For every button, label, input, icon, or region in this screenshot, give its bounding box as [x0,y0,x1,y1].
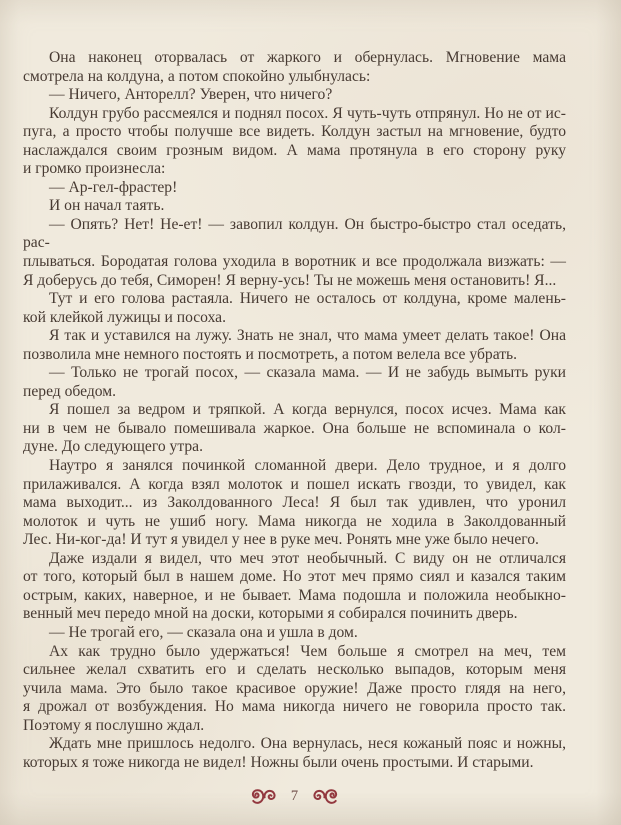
text-line: пуга, а просто чтобы получше все видеть. Колдун застыл на мгновение, будто [23,123,566,141]
text-line: Ждать мне пришлось недолго. Она вернулась, неся кожаный пояс и ножны, [49,735,566,753]
text-line: которых я тоже никогда не видел! Ножны были очень простыми. И старыми. [23,753,534,771]
text-line: позволила мне немного постоять и посмотреть, а потом велела все убрать. [23,345,518,363]
paragraph [23,179,566,198]
text-line: и громко произнесла: [23,160,166,178]
text-line: И он начал таять. [49,197,165,215]
paragraph [23,624,566,643]
text-line: Я пошел за ведром и тряпкой. А когда вернулся, посох исчез. Мама как [49,401,566,419]
text-line: наслаждался своим грозным видом. А мама протянула в его сторону руку [23,141,566,159]
text-line: прилаживался. А когда взял молоток и пошел искать гвозди, то увидел, как [23,475,566,493]
text-line: сильнее желал схватить его и сделать несколько выпадов, которым меня [23,661,566,679]
page-footer [23,788,566,804]
text-line: венный меч передо мной на доски, которыми я собирался починить дверь. [23,605,518,623]
text-line: ни в чем не бывало помешивала жаркое. Она больше не вспоминала о кол- [23,419,566,437]
page-number: 7 [290,788,299,805]
paragraph [23,643,566,736]
text-line: Колдун грубо рассмеялся и поднял посох. Я чуть-чуть отпрянул. Но не от ис- [49,104,566,122]
text-line: Ах как трудно было удержаться! Чем больше я смотрел на меч, тем [49,642,566,660]
text-line: Поэтому я послушно ждал. [23,716,205,734]
paragraph [23,457,566,550]
paragraph [23,550,566,624]
paragraph [23,216,566,290]
floral-curl-left-icon [250,789,276,804]
text-line: дуне. До следующего утра. [23,438,203,456]
paragraph [23,105,566,179]
text-line: Я доберусь до тебя, Симорен! Я верну-усь! Ты не можешь меня остановить! Я... [23,271,557,289]
text-line: Даже издали я видел, что меч этот необычный. С виду он не отличался [49,549,566,567]
paragraph [23,327,566,364]
paragraph [23,364,566,401]
text-line: смотрела на колдуна, а потом спокойно улыбнулась: [23,67,371,85]
paragraph [23,49,566,86]
page-text [23,49,566,772]
paragraph [23,290,566,327]
text-line: — Только не трогай посох, — сказала мама. — И не забудь вымыть руки [49,364,566,382]
text-line: острым, каких, наверное, и не бывает. Мама подошла и положила необыкно- [23,586,566,604]
text-line: — Опять? Нет! Не-ет! — завопил колдун. Он быстро-быстро стал оседать, рас- [23,215,566,252]
text-line: — Не трогай его, — сказала она и ушла в дом. [49,623,358,641]
text-line: Она наконец оторвалась от жаркого и обернулась. Мгновение мама [49,49,566,66]
text-line: Лес. Ни-ког-да! И тут я увидел у нее в руке меч. Ронять мне уже было нечего. [23,531,539,549]
text-line: кой клейкой лужицы и посоха. [23,308,226,326]
text-line: Наутро я занялся починкой сломанной двери. Дело трудное, и я долго [49,457,566,475]
text-line: я дрожал от возбуждения. Но мама никогда ничего не говорила просто так. [23,698,566,716]
text-line: учила мама. Это было такое красивое оружие! Даже просто глядя на него, [23,679,566,697]
paragraph [23,197,566,216]
text-line: плываться. Бородатая голова уходила в воротник и все продолжала визжать: — [23,253,566,271]
paragraph [23,86,566,105]
text-line: Тут и его голова растаяла. Ничего не осталось от колдуна, кроме малень- [49,290,566,308]
text-line: перед обедом. [23,382,117,400]
text-line: молоток и чуть не ушиб ногу. Мама никогда не ходила в Заколдованный [23,512,566,530]
text-line: мама выходит... из Заколдованного Леса! Я был так удивлен, что уронил [23,494,566,512]
paragraph [23,401,566,457]
text-line: Я так и уставился на лужу. Знать не знал, что мама умеет делать такое! Она [49,327,566,345]
floral-curl-right-icon [313,789,339,804]
text-line: — Ничего, Анторелл? Уверен, что ничего? [49,86,333,104]
text-line: от того, который был в нашем доме. Но этот меч прямо сиял и казался таким [23,568,566,586]
paragraph [23,735,566,772]
text-line: — Ар-гел-фрастер! [49,178,178,196]
